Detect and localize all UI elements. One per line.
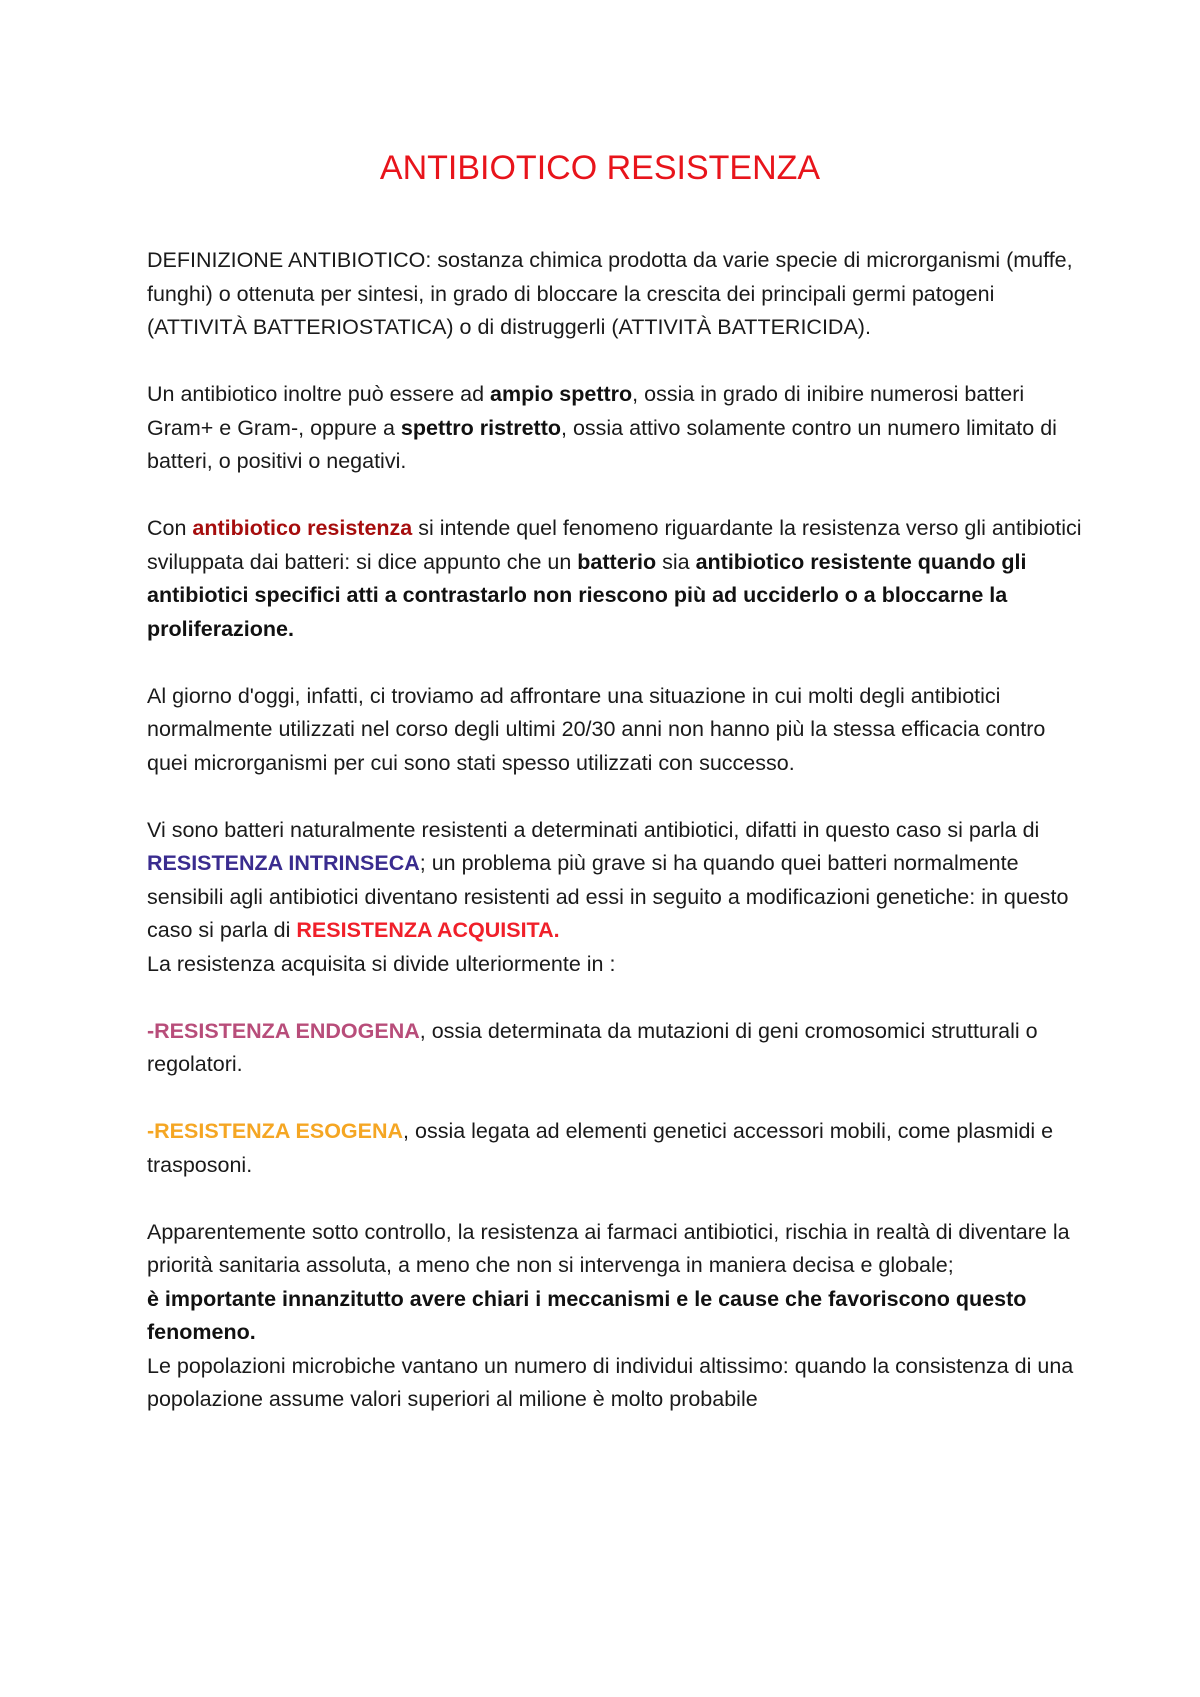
- paragraph-today: [147, 680, 1087, 781]
- bold-definition: antibiotico resistente quando gli antibiotici specifici atti a contrastarlo non riescono più ad ucciderlo o a bloccarne la proliferazione.: [147, 549, 1027, 641]
- paragraph-esogena: [147, 1115, 1087, 1182]
- text-run: La resistenza acquisita si divide ulteriormente in :: [147, 951, 616, 976]
- term-resistenza-esogena: -RESISTENZA ESOGENA: [147, 1119, 404, 1143]
- text-run: ; un problema più grave si ha quando quei batteri normalmente sensibili agli antibiotici diventano resistenti ad essi in seguito a modificazioni genetiche: in questo caso si parla di: [147, 851, 1069, 942]
- text-run: , ossia legata ad elementi genetici accessori mobili, come plasmidi e trasposoni.: [147, 1119, 1054, 1177]
- text-run: , ossia in grado di inibire numerosi batteri Gram+ e Gram-, oppure a: [147, 382, 1025, 440]
- text-run: si intende quel fenomeno riguardante la resistenza verso gli antibiotici sviluppata dai batteri: si dice appunto che un: [147, 516, 1082, 574]
- text-run: Un antibiotico inoltre può essere ad: [147, 382, 491, 406]
- text-run: Con: [147, 516, 193, 540]
- bold-statement: è importante innanzitutto avere chiari i meccanismi e le cause che favoriscono questo fenomeno.: [147, 1286, 1027, 1344]
- term-spettro-ristretto: spettro ristretto: [400, 415, 561, 440]
- text-run: , ossia determinata da mutazioni di geni cromosomici strutturali o regolatori.: [147, 1018, 1038, 1076]
- paragraph-spectrum: [147, 378, 1087, 479]
- term-ampio-spettro: ampio spettro: [490, 382, 633, 406]
- text-run: Le popolazioni microbiche vantano un numero di individui altissimo: quando la consistenza di una popolazione assume valori superiori al milione è molto probabile: [147, 1353, 1074, 1411]
- term-antibiotico-resistenza: antibiotico resistenza: [192, 516, 413, 540]
- paragraph-endogena: [147, 1015, 1087, 1082]
- term-resistenza-intrinseca: RESISTENZA INTRINSECA: [147, 851, 420, 875]
- document-body: [147, 244, 1087, 1417]
- text-run: Vi sono batteri naturalmente resistenti a determinati antibiotici, difatti in questo caso si parla di: [147, 817, 1040, 842]
- term-resistenza-acquisita: RESISTENZA ACQUISITA.: [296, 918, 560, 942]
- text-run: Al giorno d'oggi, infatti, ci troviamo ad affrontare una situazione in cui molti degli antibiotici normalmente utilizzati nel corso degli ultimi 20/30 anni non hanno più la stessa efficacia contro quei microrganismi per cui sono stati spesso utilizzati con successo.: [147, 683, 1046, 775]
- text-run: Apparentemente sotto controllo, la resistenza ai farmaci antibiotici, rischia in realtà di diventare la priorità sanitaria assoluta, a meno che non si intervenga in maniera decisa e globale;: [147, 1219, 1070, 1277]
- paragraph-definition: [147, 244, 1087, 345]
- paragraph-resistance-definition: [147, 512, 1087, 646]
- term-resistenza-endogena: -RESISTENZA ENDOGENA: [147, 1018, 420, 1043]
- paragraph-priority: [147, 1216, 1087, 1417]
- page-title: ANTIBIOTICO RESISTENZA: [379, 149, 821, 187]
- text-run: , ossia attivo solamente contro un numero limitato di batteri, o positivi o negativi.: [147, 415, 1057, 473]
- term-batterio: batterio: [577, 549, 657, 574]
- paragraph-intrinsic-acquired: [147, 814, 1087, 982]
- definition-text: DEFINIZIONE ANTIBIOTICO: sostanza chimica prodotta da varie specie di microrganismi (muffe, funghi) o ottenuta per sintesi, in grado di bloccare la crescita dei principali germi patogeni (ATTIVITÀ BATTERIOSTATICA) o di distruggerli (ATTIVITÀ BATTERICIDA).: [147, 248, 1073, 339]
- text-run: sia: [656, 549, 696, 574]
